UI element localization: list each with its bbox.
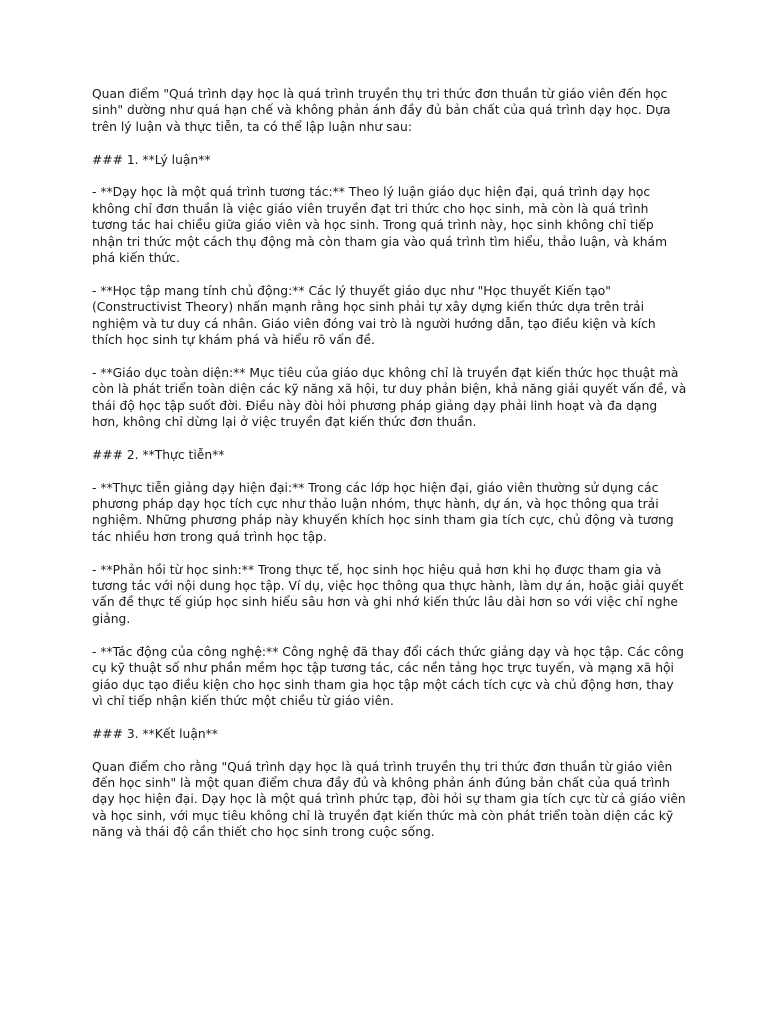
section-2-paragraph-2: - **Phản hồi từ học sinh:** Trong thực tế, học sinh học hiệu quả hơn khi họ được tham gia và tương tác với nội dung học tập. Ví dụ, việc học thông qua thực hành, làm dự án, hoặc giải quyết vấn đề thực tế giúp học sinh hiểu sâu hơn và ghi nhớ kiến thức lâu dài hơn so với việc chỉ nghe giảng. (92, 562, 684, 626)
intro-paragraph: Quan điểm "Quá trình dạy học là quá trình truyền thụ tri thức đơn thuần từ giáo viên đến học sinh" dường như quá hạn chế và không phản ánh đầy đủ bản chất của quá trình dạy học. Dựa trên lý luận và thực tiễn, ta có thể lập luận như sau: (92, 87, 671, 134)
section-1-paragraph-2: - **Học tập mang tính chủ động:** Các lý thuyết giáo dục như "Học thuyết Kiến tạo" (Constructivist Theory) nhấn mạnh rằng học sinh phải tự xây dựng kiến thức dựa trên trải nghiệm và tư duy cá nhân. Giáo viên đóng vai trò là người hướng dẫn, tạo điều kiện và kích thích học sinh tự khám phá và hiểu rõ vấn đề. (92, 283, 656, 348)
section-1-heading: ### 1. **Lý luận** (92, 152, 211, 167)
section-1-paragraph-3: - **Giáo dục toàn diện:** Mục tiêu của giáo dục không chỉ là truyền đạt kiến thức học thuật mà còn là phát triển toàn diện các kỹ năng xã hội, tư duy phản biện, khả năng giải quyết vấn đề, và thái độ học tập suốt đời. Điều này đòi hỏi phương pháp giảng dạy phải linh hoạt và đa dạng hơn, không chỉ dừng lại ở việc truyền đạt kiến thức đơn thuần. (92, 365, 687, 430)
section-1-paragraph-1: - **Dạy học là một quá trình tương tác:** Theo lý luận giáo dục hiện đại, quá trình dạy học không chỉ đơn thuần là việc giáo viên truyền đạt tri thức cho học sinh, mà còn là quá trình tương tác hai chiều giữa giáo viên và học sinh. Trong quá trình này, học sinh không chỉ tiếp nhận tri thức một cách thụ động mà còn tham gia vào quá trình tìm hiểu, thảo luận, và khám phá kiến thức. (92, 185, 668, 266)
section-2-paragraph-1: - **Thực tiễn giảng dạy hiện đại:** Trong các lớp học hiện đại, giáo viên thường sử dụng các phương pháp dạy học tích cực như thảo luận nhóm, thực hành, dự án, và học thông qua trải nghiệm. Những phương pháp này khuyến khích học sinh tham gia tích cực, chủ động và tương tác nhiều hơn trong quá trình học tập. (92, 480, 674, 544)
section-2-paragraph-3: - **Tác động của công nghệ:** Công nghệ đã thay đổi cách thức giảng dạy và học tập. Các công cụ kỹ thuật số như phần mềm học tập tương tác, các nền tảng học trực tuyến, và mạng xã hội giáo dục tạo điều kiện cho học sinh tham gia học tập một cách tích cực và chủ động hơn, thay vì chỉ tiếp nhận kiến thức một chiều từ giáo viên. (92, 644, 684, 708)
section-3-heading: ### 3. **Kết luận** (92, 726, 218, 741)
section-3-paragraph-1: Quan điểm cho rằng "Quá trình dạy học là quá trình truyền thụ tri thức đơn thuần từ giáo viên đến học sinh" là một quan điểm chưa đầy đủ và không phản ánh đúng bản chất của quá trình dạy học hiện đại. Dạy học là một quá trình phức tạp, đòi hỏi sự tham gia tích cực từ cả giáo viên và học sinh, với mục tiêu không chỉ là truyền đạt kiến thức mà còn phát triển toàn diện các kỹ năng và thái độ cần thiết cho học sinh trong cuộc sống. (92, 759, 686, 840)
document-page (92, 86, 688, 857)
section-2-heading: ### 2. **Thực tiễn** (92, 447, 225, 462)
